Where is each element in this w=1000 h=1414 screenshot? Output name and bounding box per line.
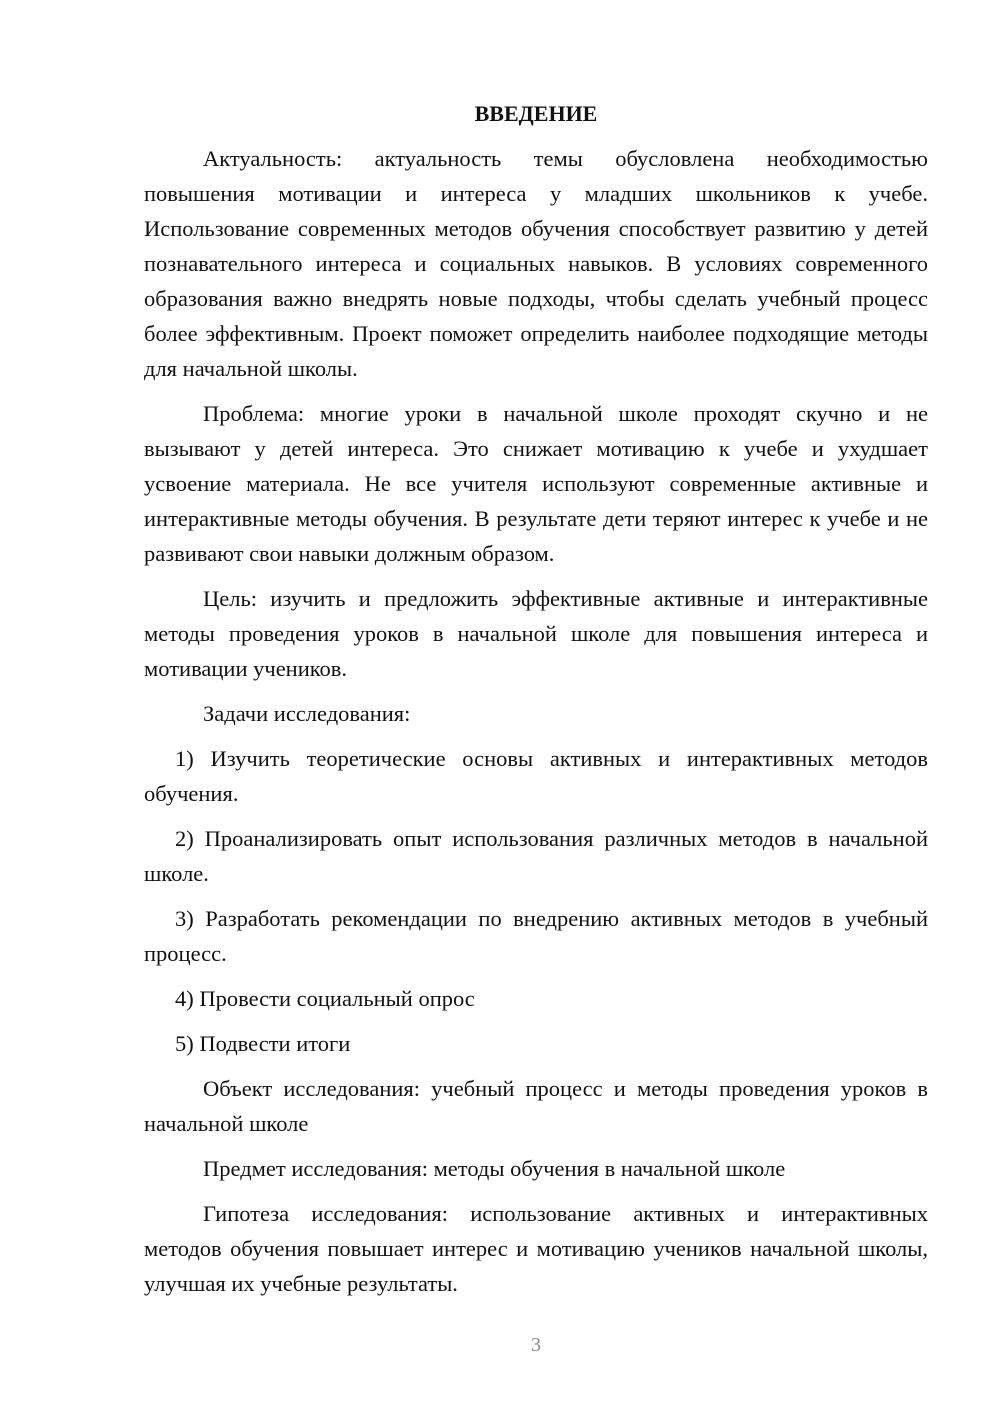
- task-item-4: 4) Провести социальный опрос: [175, 986, 475, 1011]
- hypothesis-paragraph: Гипотеза исследования: использование активных и интерактивных методов обучения повышает интерес и мотивацию учеников начальной школы, улучшая их учебные результаты.: [144, 1201, 928, 1296]
- task-item-5: 5) Подвести итоги: [175, 1031, 351, 1056]
- section-title: ВВЕДЕНИЕ: [474, 101, 598, 126]
- task-item-2: 2) Проанализировать опыт использования различных методов в начальной школе.: [144, 826, 928, 886]
- problem-paragraph: Проблема: многие уроки в начальной школе проходят скучно и не вызывают у детей интереса. Это снижает мотивацию к учебе и ухудшает усвоение материала. Не все учителя используют современные активные и интерактивные методы обучения. В результате дети теряют интерес к учебе и не развивают свои навыки должным образом.: [144, 401, 928, 566]
- task-item-1: 1) Изучить теоретические основы активных и интерактивных методов обучения.: [144, 746, 928, 806]
- task-item-3: 3) Разработать рекомендации по внедрению активных методов в учебный процесс.: [144, 906, 928, 966]
- page-number: 3: [531, 1334, 541, 1356]
- object-paragraph: Объект исследования: учебный процесс и методы проведения уроков в начальной школе: [144, 1076, 928, 1136]
- page-content: [144, 96, 928, 1311]
- goal-paragraph: Цель: изучить и предложить эффективные активные и интерактивные методы проведения уроков в начальной школе для повышения интереса и мотивации учеников.: [144, 586, 928, 681]
- subject-paragraph: Предмет исследования: методы обучения в начальной школе: [203, 1156, 786, 1181]
- relevance-paragraph: Актуальность: актуальность темы обусловлена необходимостью повышения мотивации и интереса у младших школьников к учебе. Использование современных методов обучения способствует развитию у детей познавательного интереса и социальных навыков. В условиях современного образования важно внедрять новые подходы, чтобы сделать учебный процесс более эффективным. Проект поможет определить наиболее подходящие методы для начальной школы.: [144, 146, 928, 381]
- tasks-heading: Задачи исследования:: [203, 701, 411, 726]
